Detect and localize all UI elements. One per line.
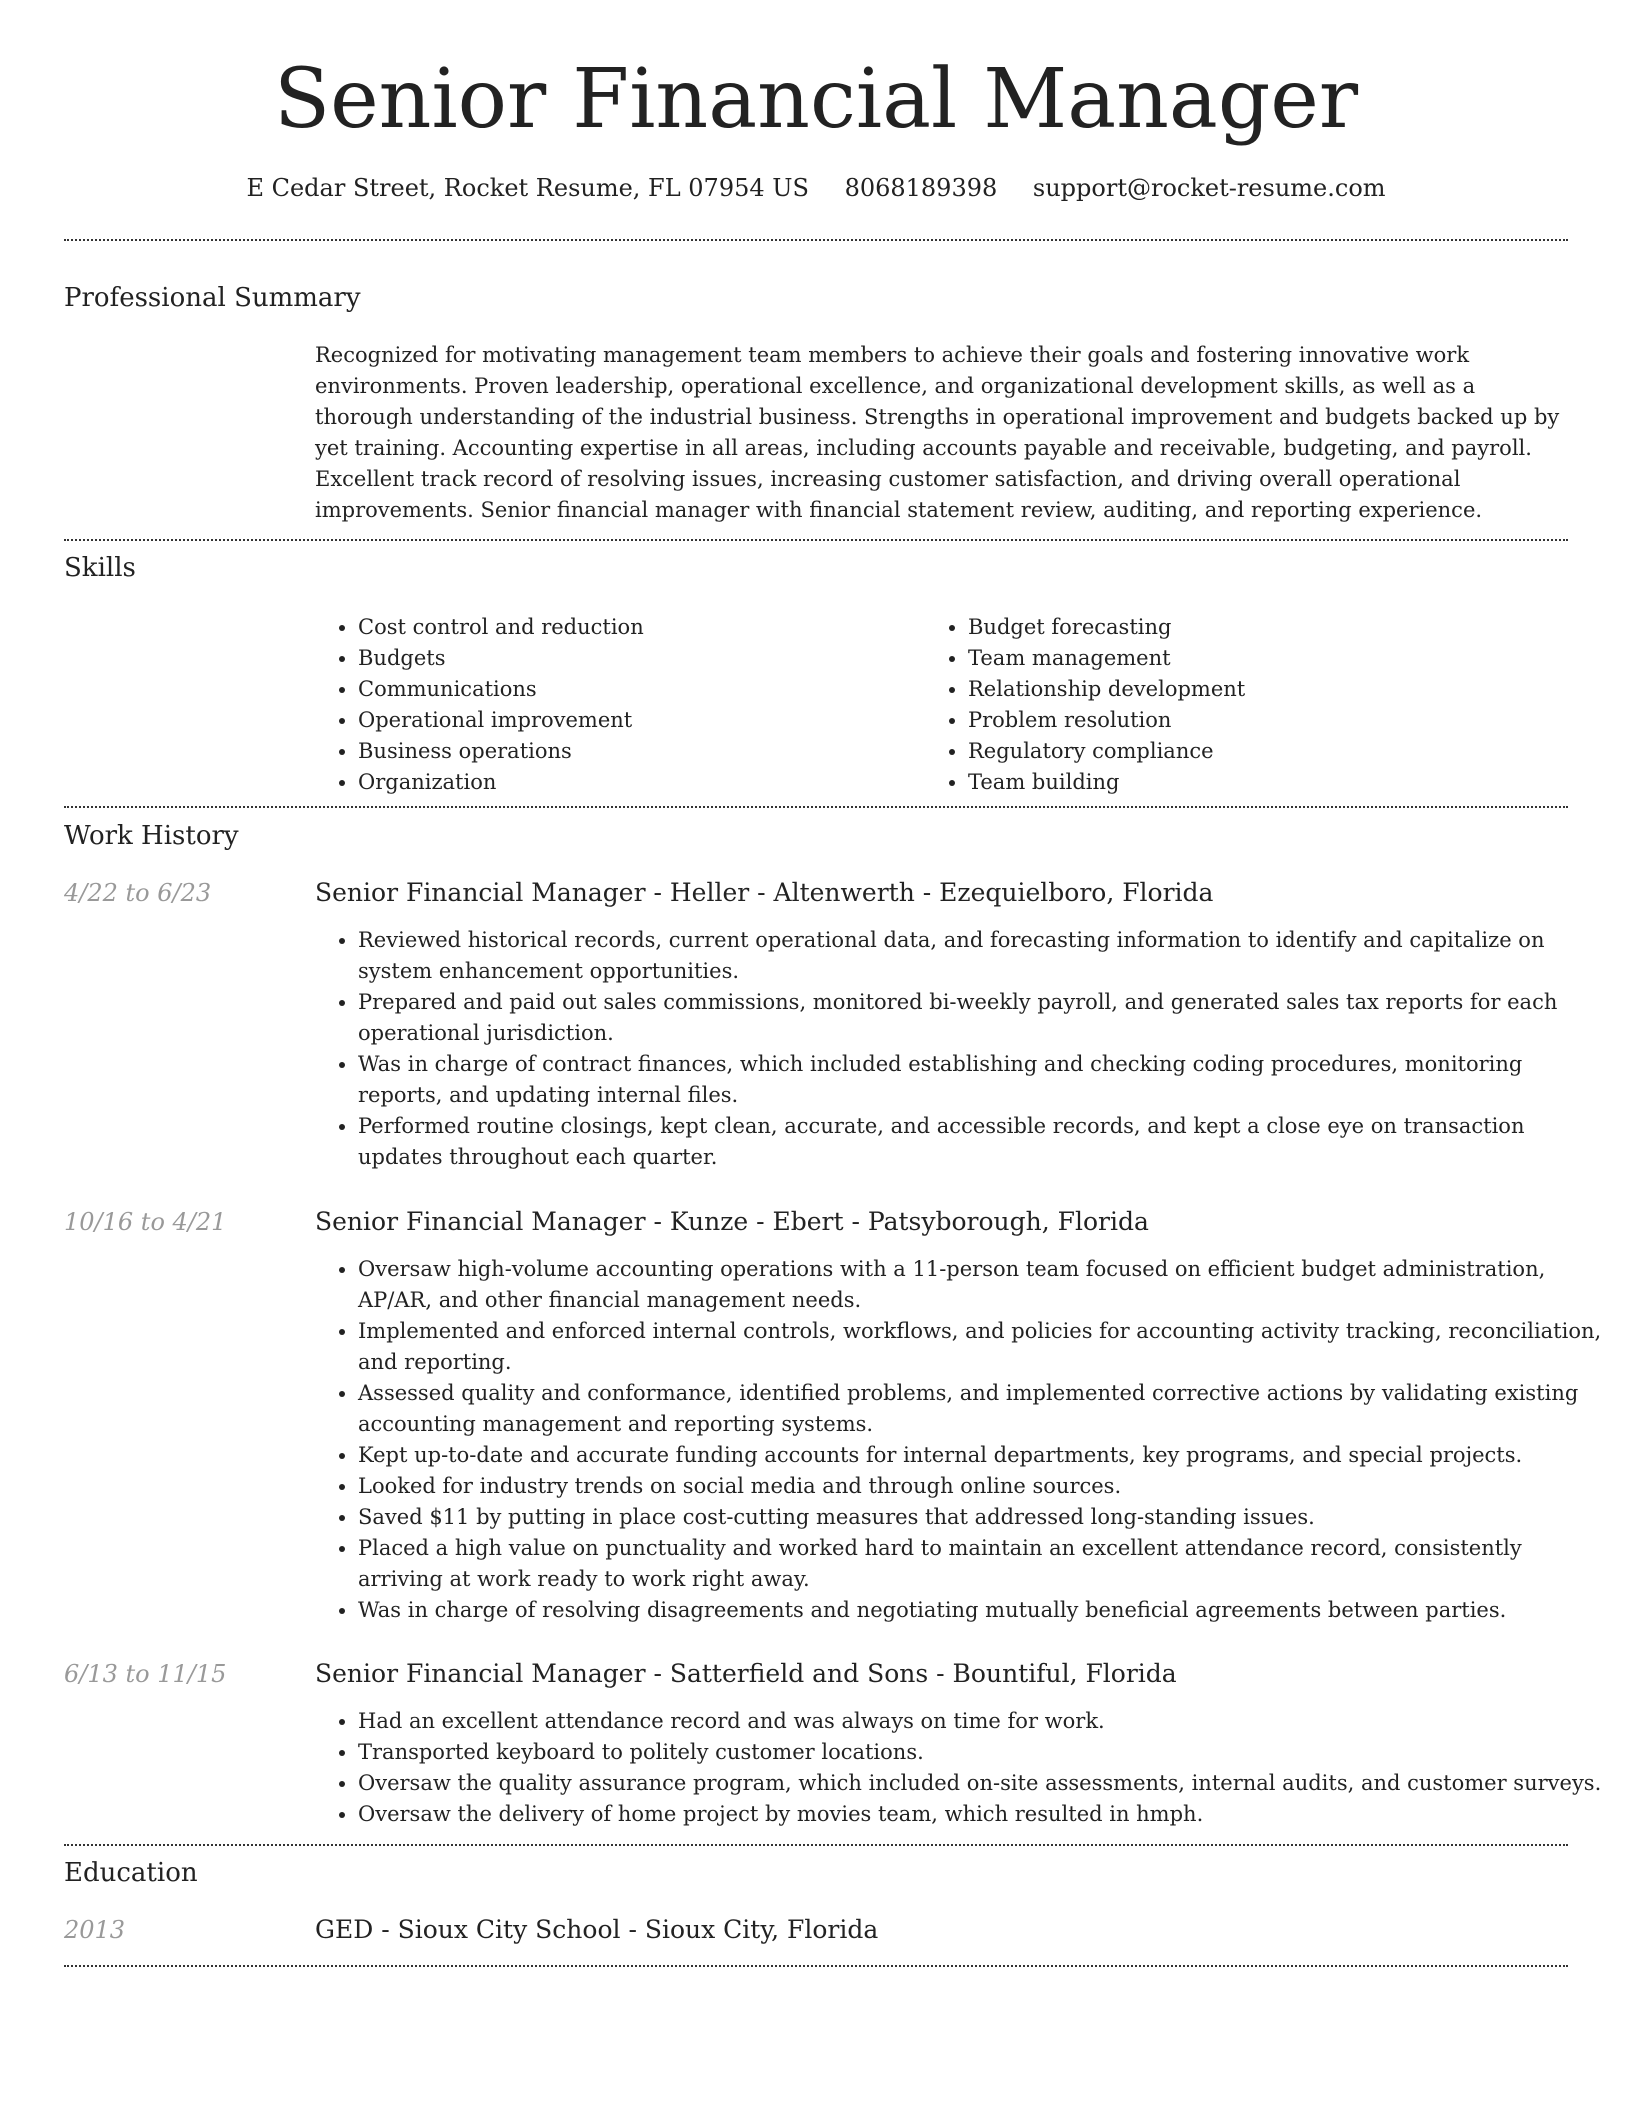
job-bullet: • Oversaw the delivery of home project by movies team, which resulted in hmph. [358, 1799, 1613, 1830]
section-title-education: Education [64, 1858, 198, 1888]
education-date: 2013 [64, 1916, 126, 1944]
contact-address: E Cedar Street, Rocket Resume, FL 07954 US [246, 174, 809, 202]
job-bullet: • Reviewed historical records, current operational data, and forecasting information to identify and capitalize on system enhancement opportunities. [358, 925, 1613, 987]
skill-item: • Budgets [358, 643, 644, 674]
job-title: Senior Financial Manager - Heller - Altenwerth - Ezequielboro, Florida [315, 878, 1214, 907]
skill-item: • Business operations [358, 736, 644, 767]
contact-email[interactable]: support@rocket-resume.com [1032, 174, 1386, 202]
skill-item: • Organization [358, 767, 644, 798]
divider [64, 806, 1568, 808]
skill-item: • Problem resolution [968, 705, 1245, 736]
skills-list-left [315, 612, 644, 798]
skill-item: • Relationship development [968, 674, 1245, 705]
divider [64, 1965, 1568, 1967]
job-bullet: • Placed a high value on punctuality and worked hard to maintain an excellent attendance record, consistently arriving at work ready to work right away. [358, 1533, 1613, 1595]
skill-item: • Regulatory compliance [968, 736, 1245, 767]
job-bullet: • Oversaw high-volume accounting operations with a 11-person team focused on efficient budget administration, AP/AR, and other financial management needs. [358, 1254, 1613, 1316]
section-title-summary: Professional Summary [64, 283, 361, 313]
skill-item: • Budget forecasting [968, 612, 1245, 643]
resume-name: Senior Financial Manager [273, 52, 1359, 147]
education-entry: GED - Sioux City School - Sioux City, Florida [315, 1915, 879, 1944]
divider [64, 239, 1568, 241]
job-bullet: • Looked for industry trends on social media and through online sources. [358, 1471, 1613, 1502]
section-title-work: Work History [64, 821, 239, 851]
job-date: 6/13 to 11/15 [64, 1660, 227, 1688]
job-title: Senior Financial Manager - Kunze - Ebert - Patsyborough, Florida [315, 1207, 1149, 1236]
skill-item: • Cost control and reduction [358, 612, 644, 643]
job-bullets [315, 1706, 1613, 1830]
job-bullet: • Implemented and enforced internal controls, workflows, and policies for accounting activity tracking, reconciliation, and reporting. [358, 1316, 1613, 1378]
skill-item: • Team building [968, 767, 1245, 798]
job-bullets [315, 925, 1613, 1173]
divider [64, 539, 1568, 541]
job-bullet: • Prepared and paid out sales commissions, monitored bi-weekly payroll, and generated sales tax reports for each operational jurisdiction. [358, 987, 1613, 1049]
job-bullet: • Was in charge of contract finances, which included establishing and checking coding procedures, monitoring reports, and updating internal files. [358, 1049, 1613, 1111]
job-date: 4/22 to 6/23 [64, 879, 212, 907]
contact-line [0, 170, 1632, 206]
section-title-skills: Skills [64, 553, 136, 583]
contact-phone: 8068189398 [844, 174, 998, 202]
job-bullet: • Transported keyboard to politely customer locations. [358, 1737, 1613, 1768]
job-title: Senior Financial Manager - Satterfield and Sons - Bountiful, Florida [315, 1659, 1177, 1688]
skill-item: • Communications [358, 674, 644, 705]
job-bullet: • Assessed quality and conformance, identified problems, and implemented corrective actions by validating existing accounting management and reporting systems. [358, 1378, 1613, 1440]
job-bullet: • Kept up-to-date and accurate funding accounts for internal departments, key programs, and special projects. [358, 1440, 1613, 1471]
job-bullet: • Was in charge of resolving disagreements and negotiating mutually beneficial agreements between parties. [358, 1595, 1613, 1626]
job-date: 10/16 to 4/21 [64, 1208, 227, 1236]
job-bullet: • Performed routine closings, kept clean, accurate, and accessible records, and kept a close eye on transaction updates throughout each quarter. [358, 1111, 1613, 1173]
job-bullet: • Saved $11 by putting in place cost-cutting measures that addressed long-standing issues. [358, 1502, 1613, 1533]
skills-list-right [925, 612, 1245, 798]
job-bullet: • Oversaw the quality assurance program, which included on-site assessments, internal audits, and customer surveys. [358, 1768, 1613, 1799]
job-bullets [315, 1254, 1613, 1626]
skill-item: • Team management [968, 643, 1245, 674]
summary-text: Recognized for motivating management team members to achieve their goals and fostering innovative work environments. Proven leadership, operational excellence, and organizational development skills, as well as a thorough understanding of the industrial business. Strengths in operational improvement and budgets backed up by yet training. Accounting expertise in all areas, including accounts payable and receivable, budgeting, and payroll. Excellent track record of resolving issues, increasing customer satisfaction, and driving overall operational improvements. Senior financial manager with financial statement review, auditing, and reporting experience. [315, 343, 1560, 522]
job-bullet: • Had an excellent attendance record and was always on time for work. [358, 1706, 1613, 1737]
skill-item: • Operational improvement [358, 705, 644, 736]
divider [64, 1844, 1568, 1846]
